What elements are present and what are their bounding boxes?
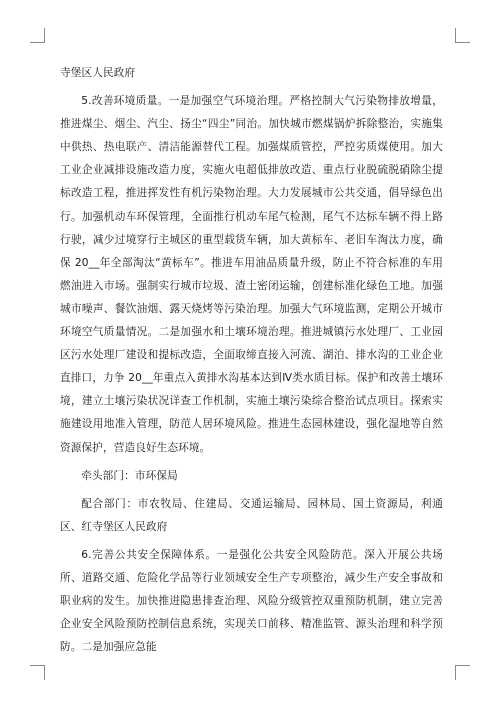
crop-mark-top-left bbox=[30, 28, 45, 43]
document-body bbox=[60, 62, 443, 659]
paragraph-environment-quality: 5.改善环境质量。一是加强空气环境治理。严格控制大气污染物排放增量，推进煤尘、烟尘、汽尘、扬尘“四尘”同治。加快城市燃煤锅炉拆除整治，实施集中供热、热电联产、清洁能源替代工程。加强煤质管控，严控劣质煤使用。加大工业企业减排设施改造力度，实施火电超低排放改造、重点行业脱硫脱硝除尘提标改造工程，推进挥发性有机污染物治理。大力发展城市公共交通，倡导绿色出行。加强机动车环保管理，全面推行机动车尾气检测，尾气不达标车辆不得上路行驶，减少过境穿行主城区的重型载货车辆，加大黄标车、老旧车淘汰力度，确保 20__年全部淘汰“黄标车”。推进车用油品质量升级，防止不符合标准的车用燃油进入市场。强制实行城市垃圾、渣土密闭运输，创建标准化绿色工地。加强城市噪声、餐饮油烟、露天烧烤等污染治理。加强大气环境监测，定期公开城市环境空气质量情况。二是加强水和土壤环境治理。推进城镇污水处理厂、工业园区污水处理厂建设和提标改造，全面取缔直接入河流、湖泊、排水沟的工业企业直排口，力争 20__年重点入黄排水沟基本达到Ⅳ类水质目标。保护和改善土壤环境，建立土壤污染状况详查工作机制，实施土壤污染综合整治试点项目。探索实施建设用地准入管理，防范人居环境风险。推进生态园林建设，强化湿地等自然资源保护，营造良好生态环境。 bbox=[60, 95, 443, 454]
cooperating-departments: 配合部门：市农牧局、住建局、交通运输局、园林局、国土资源局，利通区、红寺堡区人民政府 bbox=[60, 497, 443, 533]
crop-mark-top-right bbox=[455, 28, 470, 43]
continued-line: 寺堡区人民政府 bbox=[60, 67, 136, 79]
lead-department: 牵头部门：市环保局 bbox=[81, 469, 178, 482]
crop-mark-bottom-left bbox=[30, 665, 45, 680]
crop-mark-bottom-right bbox=[455, 665, 470, 680]
paragraph-public-safety: 6.完善公共安全保障体系。一是强化公共安全风险防范。深入开展公共场所、道路交通、危险化学品等行业领域安全生产专项整治，减少生产安全事故和职业病的发生。加快推进隐患排查治理、风险分级管控双重预防机制，建立完善企业安全风险预防控制信息系统，实现关口前移、精准监管、源头治理和科学预防。二是加强应急能 bbox=[60, 548, 443, 654]
